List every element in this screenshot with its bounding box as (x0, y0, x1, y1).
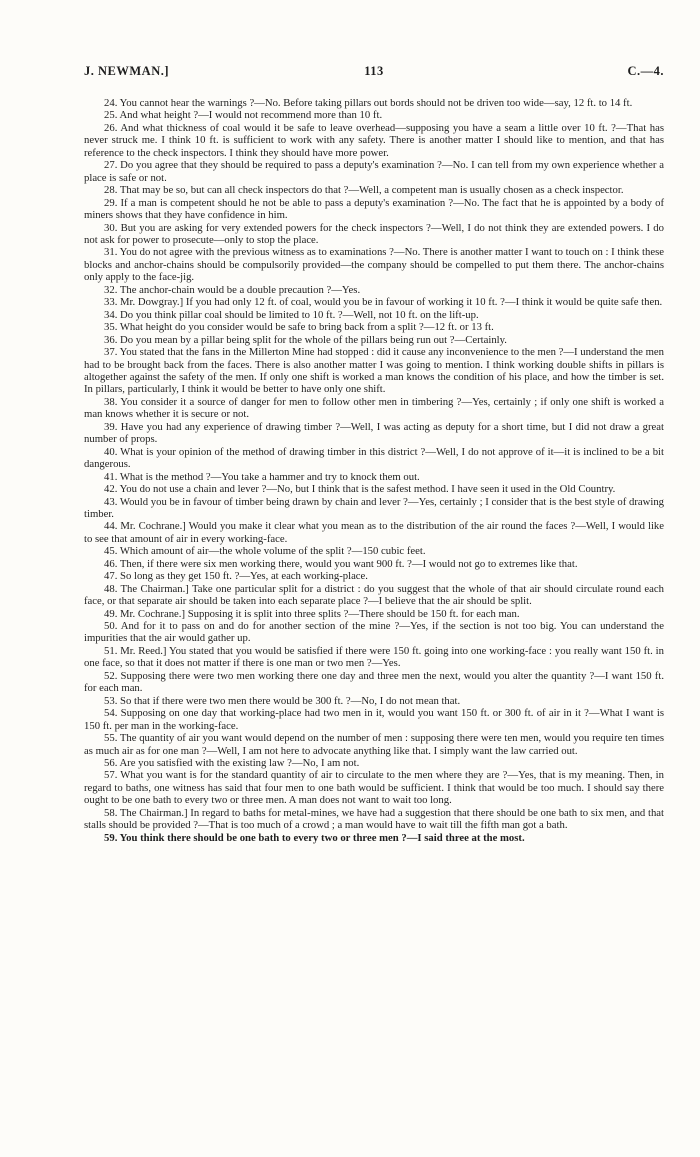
testimony-paragraph: 32. The anchor-chain would be a double precaution ?—Yes. (104, 283, 361, 296)
testimony-paragraph: 50. And for it to pass on and do for another section of the mine ?—Yes, if the section is not too big. You can understand the impurities that the air would gather up. (84, 620, 664, 645)
testimony-paragraph: 51. Mr. Reed.] You stated that you would be satisfied if there were 150 ft. going into one working-face : you really want 150 ft. in one face, so that it does not matter if there is one man or two men ?—Yes. (84, 644, 664, 670)
testimony-paragraph: 39. Have you had any experience of drawing timber ?—Well, I was acting as deputy for a short time, but I did not draw a great number of props. (84, 420, 664, 446)
testimony-paragraph: 46. Then, if there were six men working there, would you want 900 ft. ?—I would not go to extremes like that. (104, 557, 578, 570)
testimony-paragraph: 43. Would you be in favour of timber being drawn by chain and lever ?—Yes, certainly ; I consider that is the best style of drawing timber. (84, 495, 664, 520)
testimony-paragraph: 27. Do you agree that they should be required to pass a deputy's examination ?—No. I can tell from my own experience whether a place is safe or not. (84, 159, 664, 184)
testimony-paragraph: 57. What you want is for the standard quantity of air to circulate to the men where they are ?—Yes, that is my meaning. Then, in regard to baths, one witness has said that four men to one bath would be sufficient. I think that would be too much. I should say there ought to be one bath to every two or three men. A man does not want to wait too long. (84, 769, 664, 807)
testimony-paragraph: 53. So that if there were two men there would be 300 ft. ?—No, I do not mean that. (104, 694, 461, 707)
testimony-paragraph: 47. So long as they get 150 ft. ?—Yes, at each working-place. (104, 570, 368, 583)
testimony-paragraph: 54. Supposing on one day that working-place had two men in it, would you want 150 ft. or 300 ft. of air in it ?—What I want is 150 ft. per man in the working-face. (84, 707, 664, 732)
testimony-paragraph: 52. Supposing there were two men working there one day and three men the next, would you alter the quantity ?—I want 150 ft. for each man. (84, 669, 664, 695)
testimony-paragraph: 42. You do not use a chain and lever ?—No, but I think that is the safest method. I have seen it used in the Old Country. (104, 483, 616, 496)
testimony-paragraph: 24. You cannot hear the warnings ?—No. Before taking pillars out bords should not be driven too wide—say, 12 ft. to 14 ft. (104, 97, 633, 109)
page-number: 113 (364, 64, 384, 78)
testimony-body (84, 97, 664, 844)
testimony-paragraph: 31. You do not agree with the previous witness as to examinations ?—No. There is another matter I want to touch on : I think these blocks and anchor-chains should be compulsorily provided—the company should be compelled to put them there. The anchor-chains only apply to the face-jig. (84, 246, 664, 284)
testimony-paragraph: 48. The Chairman.] Take one particular split for a district : do you suggest that the whole of that air should circulate round each face, or that separate air should be taken into each separate place ?—I believe that the air should be split. (84, 582, 664, 608)
testimony-paragraph: 59. You think there should be one bath to every two or three men ?—I said three at the most. (104, 831, 525, 844)
testimony-paragraph: 56. Are you satisfied with the existing law ?—No, I am not. (104, 757, 360, 770)
witness-name: J. NEWMAN.] (84, 64, 170, 78)
testimony-paragraph: 44. Mr. Cochrane.] Would you make it clear what you mean as to the distribution of the air round the faces ?—Well, I would like to see that amount of air in every working-face. (84, 520, 664, 545)
testimony-paragraph: 55. The quantity of air you want would depend on the number of men : supposing there were ten men, would you require ten times as much air as for one man ?—Well, I am not here to advocate anything like that. I simply want the law carried out. (84, 732, 664, 757)
testimony-paragraph: 35. What height do you consider would be safe to bring back from a split ?—12 ft. or 13 ft. (104, 321, 494, 334)
testimony-paragraph: 40. What is your opinion of the method of drawing timber in this district ?—Well, I do not approve of it—it is inclined to be a bit dangerous. (84, 445, 664, 471)
testimony-paragraph: 49. Mr. Cochrane.] Supposing it is split into three splits ?—There should be 150 ft. for each man. (104, 607, 520, 620)
testimony-paragraph: 45. Which amount of air—the whole volume of the split ?—150 cubic feet. (104, 545, 426, 558)
testimony-paragraph: 28. That may be so, but can all check inspectors do that ?—Well, a competent man is usually chosen as a check inspector. (104, 184, 624, 197)
testimony-paragraph: 29. If a man is competent should he not be able to pass a deputy's examination ?—No. The fact that he is appointed by a body of miners shows that they have confidence in him. (84, 196, 664, 222)
running-head (84, 64, 664, 80)
testimony-paragraph: 37. You stated that the fans in the Millerton Mine had stopped : did it cause any inconvenience to the men ?—I understand the men had to be brought back from the faces. There is also another matter I was going to mention. I think working double shifts in pillars is altogether against the safety of the men. If only one shift is worked a man knows the condition of his place, and how the timber is set. In pillars, particularly, I think it would be better to have only one shift. (84, 346, 664, 396)
testimony-paragraph: 38. You consider it a source of danger for men to follow other men in timbering ?—Yes, certainly ; if only one shift is worked a man knows whether it is secure or not. (84, 395, 664, 421)
testimony-paragraph: 25. And what height ?—I would not recommend more than 10 ft. (104, 109, 383, 122)
testimony-paragraph: 30. But you are asking for very extended powers for the check inspectors ?—Well, I do not think they are extended powers. I do not ask for power to prosecute—only to stop the place. (84, 221, 664, 246)
testimony-paragraph: 36. Do you mean by a pillar being split for the whole of the pillars being run out ?—Certainly. (104, 333, 507, 346)
testimony-paragraph: 26. And what thickness of coal would it be safe to leave overhead—supposing you have a seam a little over 10 ft. ?—That has never struck me. I think 10 ft. is sufficient to work with any safety. There is another matter I should like to mention, and that has reference to the check inspectors. I think they should have more power. (84, 121, 664, 159)
testimony-paragraph: 58. The Chairman.] In regard to baths for metal-mines, we have had a suggestion that there should be one bath to six men, and that stalls should be provided ?—That is too much of a crowd ; a man would have to wait till the fifth man got a bath. (84, 806, 664, 832)
document-reference: C.—4. (627, 64, 664, 78)
testimony-paragraph: 41. What is the method ?—You take a hammer and try to knock them out. (104, 470, 420, 483)
testimony-paragraph: 33. Mr. Dowgray.] If you had only 12 ft. of coal, would you be in favour of working it 10 ft. ?—I think it would be quite safe then. (104, 296, 663, 309)
testimony-paragraph: 34. Do you think pillar coal should be limited to 10 ft. ?—Well, not 10 ft. on the lift-up. (104, 308, 479, 321)
